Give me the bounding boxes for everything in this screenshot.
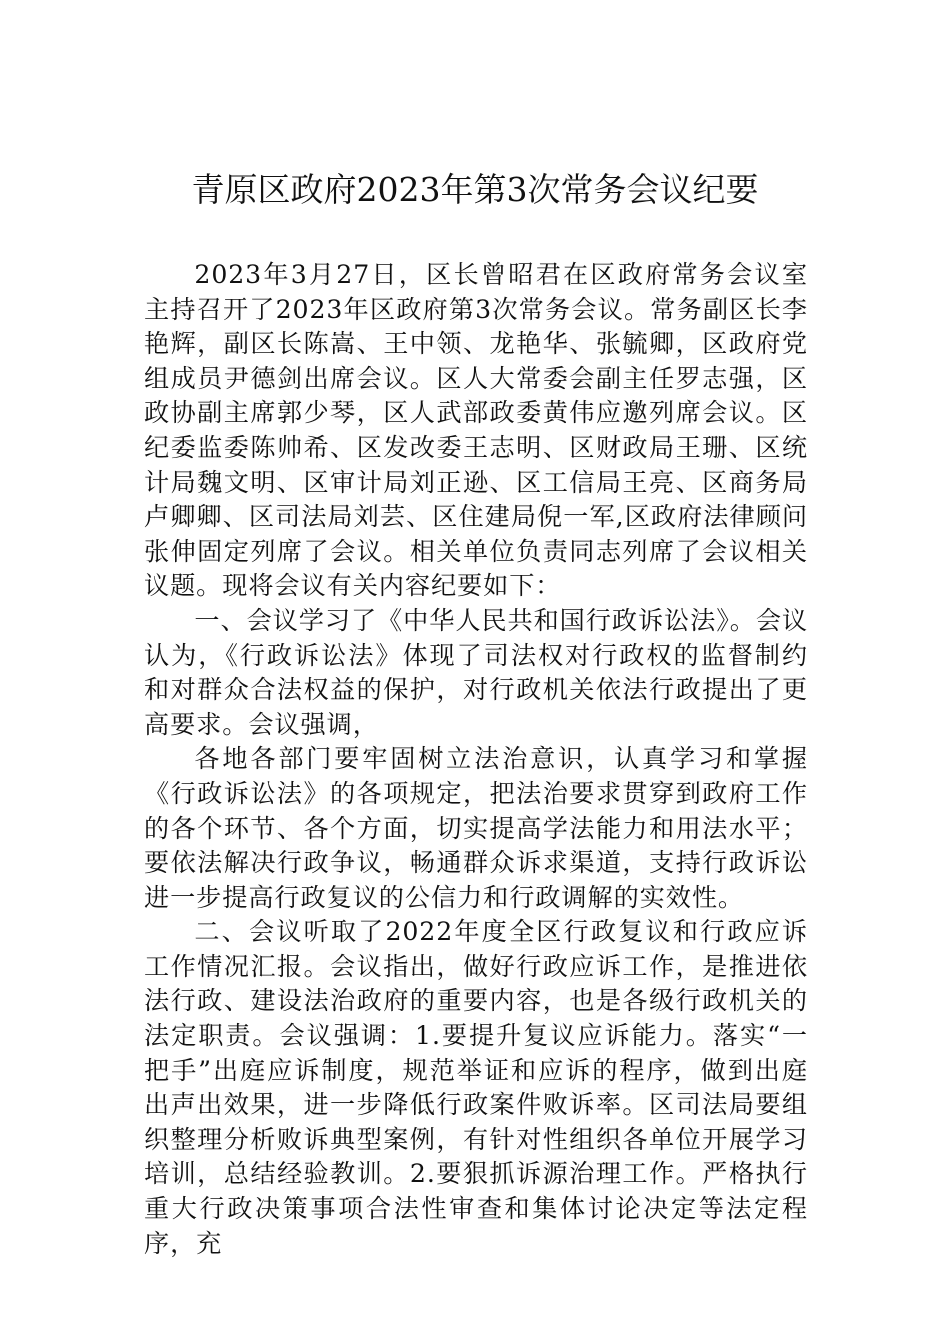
paragraph-item-one-requirements: 各地各部门要牢固树立法治意识，认真学习和掌握《行政诉讼法》的各项规定，把法治要求贯穿到政府工作的各个环节、各个方面，切实提高学法能力和用法水平；要依法解决行政争议，畅通群众诉求渠道，支持行政诉讼进一步提高行政复议的公信力和行政调解的实效性。 xyxy=(144,744,808,912)
paragraph-item-two: 二、会议听取了2022年度全区行政复议和行政应诉工作情况汇报。会议指出，做好行政应诉工作，是推进依法行政、建设法治政府的重要内容，也是各级行政机关的法定职责。会议强调：1.要提升复议应诉能力。落实“一把手”出庭应诉制度，规范举证和应诉的程序，做到出庭出声出效果，进一步降低行政案件败诉率。区司法局要组织整理分析败诉典型案例，有针对性组织各单位开展学习培训，总结经验教训。2.要狠抓诉源治理工作。严格执行重大行政决策事项合法性审查和集体讨论决定等法定程序，充 xyxy=(144,917,808,1258)
document-body xyxy=(144,258,808,1261)
paragraph-item-one: 一、会议学习了《中华人民共和国行政诉讼法》。会议认为，《行政诉讼法》体现了司法权对行政权的监督制约和对群众合法权益的保护，对行政机关依法行政提出了更高要求。会议强调， xyxy=(144,605,808,739)
paragraph-attendance: 2023年3月27日，区长曾昭君在区政府常务会议室主持召开了2023年区政府第3次常务会议。常务副区长李艳辉，副区长陈嵩、王中领、龙艳华、张毓卿，区政府党组成员尹德剑出席会议。区人大常委会副主任罗志强，区政协副主席郭少琴，区人武部政委黄伟应邀列席会议。区纪委监委陈帅希、区发改委王志明、区财政局王珊、区统计局魏文明、区审计局刘正逊、区工信局王亮、区商务局卢卿卿、区司法局刘芸、区住建局倪一军,区政府法律顾问张伸固定列席了会议。相关单位负责同志列席了会议相关议题。现将会议有关内容纪要如下： xyxy=(144,260,808,601)
document-title: 青原区政府2023年第3次常务会议纪要 xyxy=(191,170,759,209)
